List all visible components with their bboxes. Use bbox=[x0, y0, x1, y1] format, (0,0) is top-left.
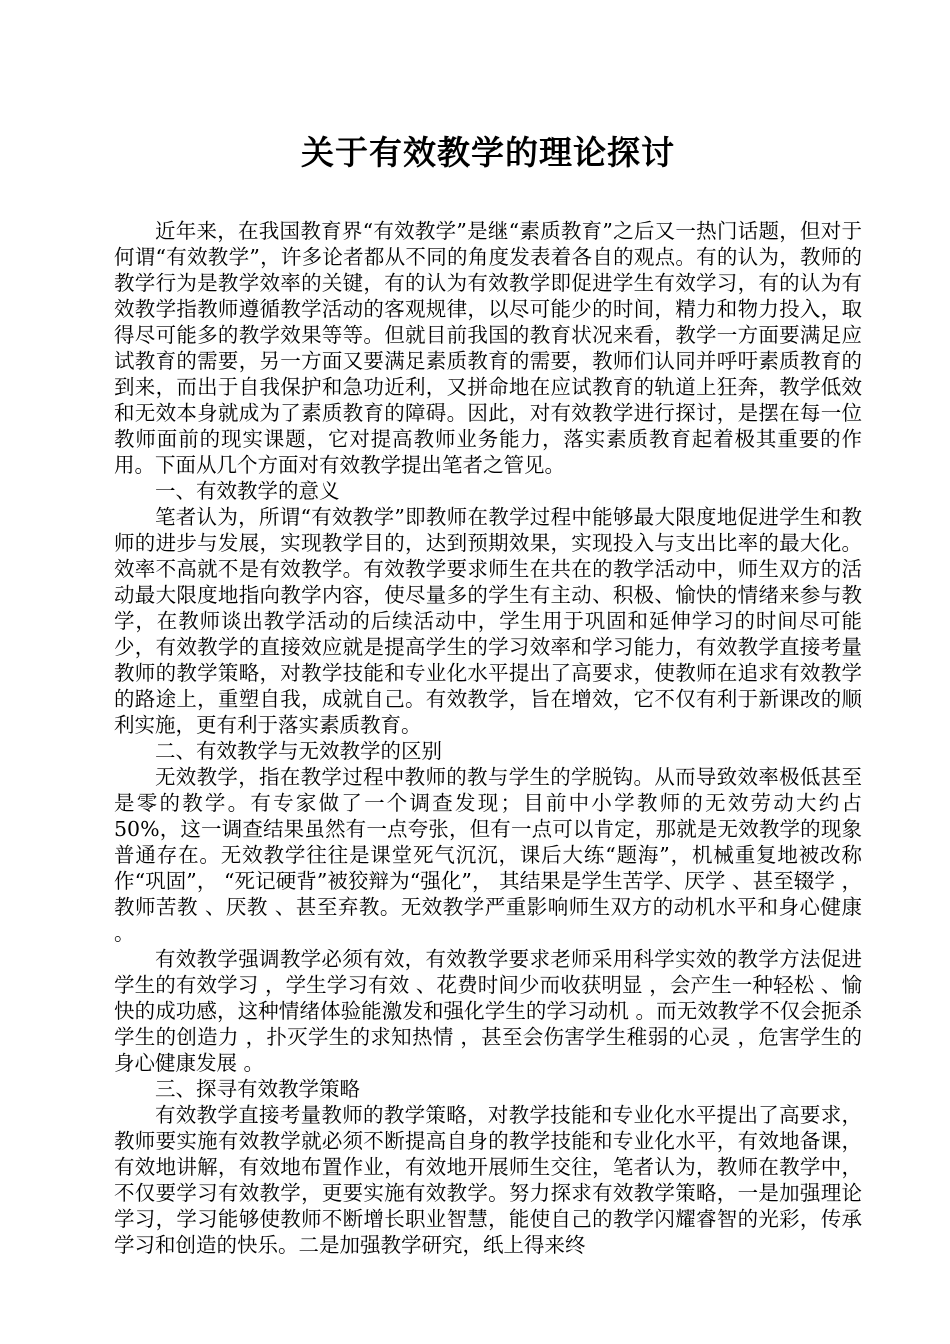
intro-paragraph: 近年来，在我国教育界“有效教学”是继“素质教育”之后又一热门话题，但对于何谓“有效教学”，许多论者都从不同的角度发表着各自的观点。有的认为，教师的教学行为是教学效率的关键，有的认为有效教学即促进学生有效学习，有的认为有效教学指教师遵循教学活动的客观规律，以尽可能少的时间，精力和物力投入，取得尽可能多的教学效果等等。但就目前我国的教育状况来看，教学一方面要满足应试教育的需要，另一方面又要满足素质教育的需要，教师们认同并呼吁素质教育的到来，而出于自我保护和急功近利，又拼命地在应试教育的轨道上狂奔，教学低效和无效本身就成为了素质教育的障碍。因此，对有效教学进行探讨，是摆在每一位教师面前的现实课题，它对提高教师业务能力，落实素质教育起着极其重要的作用。下面从几个方面对有效教学提出笔者之管见。 bbox=[114, 219, 862, 477]
document-page bbox=[114, 128, 862, 1258]
section-3-paragraph: 有效教学直接考量教师的教学策略，对教学技能和专业化水平提出了高要求，教师要实施有效教学就必须不断提高自身的教学技能和专业化水平，有效地备课，有效地讲解，有效地布置作业，有效地开展师生交往，笔者认为，教师在教学中，不仅要学习有效教学，更要实施有效教学。努力探求有效教学策略，一是加强理论学习，学习能够使教师不断增长职业智慧，能使自己的教学闪耀睿智的光彩，传承学习和创造的快乐。二是加强教学研究，纸上得来终 bbox=[114, 1103, 862, 1257]
section-2-paragraph-1: 无效教学，指在教学过程中教师的教与学生的学脱钩。从而导致效率极低甚至是零的教学。有专家做了一个调查发现；目前中小学教师的无效劳动大约占 50%，这一调查结果虽然有一点夸张，但有一点可以肯定，那就是无效教学的现象普通存在。无效教学往往是课堂死气沉沉，课后大练“题海”，机械重复地被改称作“巩固”， “死记硬背”被狡辩为“强化”， 其结果是学生苦学、厌学 、甚至辍学 ，教师苦教 、厌教 、甚至弃教。无效教学严重影响师生双方的动机水平和身心健康 。 bbox=[114, 765, 862, 945]
section-heading-2: 二、有效教学与无效教学的区别 bbox=[155, 739, 442, 763]
section-1-paragraph: 笔者认为，所谓“有效教学”即教师在教学过程中能够最大限度地促进学生和教师的进步与发展，实现教学目的，达到预期效果，实现投入与支出比率的最大化。效率不高就不是有效教学。有效教学要求师生在共在的教学活动中，师生双方的活动最大限度地指向教学内容，使尽量多的学生有主动、积极、愉快的情绪来参与教学，在教师谈出教学活动的后续活动中，学生用于巩固和延伸学习的时间尽可能少，有效教学的直接效应就是提高学生的学习效率和学习能力，有效教学直接考量教师的教学策略，对教学技能和专业化水平提出了高要求，使教师在追求有效教学的路途上，重塑自我，成就自己。有效教学，旨在增效，它不仅有利于新课改的顺利实施，更有利于落实素质教育。 bbox=[114, 505, 862, 737]
document-title: 关于有效教学的理论探讨 bbox=[301, 133, 675, 172]
section-heading-3: 三、探寻有效教学策略 bbox=[155, 1077, 360, 1101]
section-heading-1: 一、有效教学的意义 bbox=[155, 479, 340, 503]
section-2-paragraph-2: 有效教学强调教学必须有效，有效教学要求老师采用科学实效的教学方法促进学生的有效学习 ，学生学习有效 、花费时间少而收获明显 ，会产生一种轻松 、愉快的成功感，这种情绪体验能激发和强化学生的学习动机 。而无效教学不仅会扼杀学生的创造力 ，扑灭学生的求知热情 ，甚至会伤害学生稚弱的心灵 ，危害学生的身心健康发展 。 bbox=[114, 947, 862, 1075]
